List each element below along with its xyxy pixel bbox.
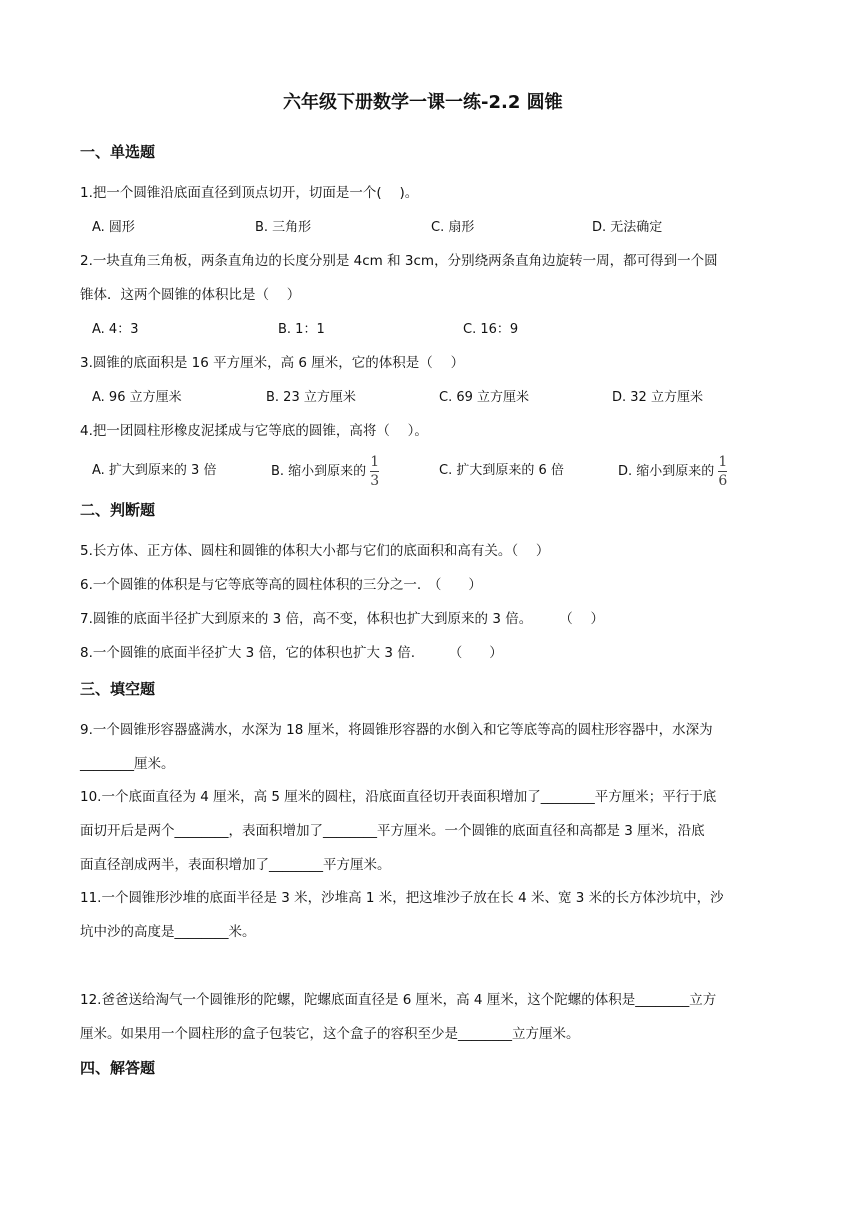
question-11-line-1: 11.一个圆锥形沙堆的底面半径是 3 米，沙堆高 1 米，把这堆沙子放在长 4 米、宽 3 米的长方体沙坑中，沙 xyxy=(80,890,724,906)
question-7-text: 7.圆锥的底面半径扩大到原来的 3 倍，高不变，体积也扩大到原来的 3 倍。 （ ） xyxy=(80,611,605,627)
question-4-text: 4.把一团圆柱形橡皮泥揉成与它等底的圆锥，高将（ ）。 xyxy=(80,423,428,439)
q1-option-a: A. 圆形 xyxy=(92,220,135,235)
question-10-line-1: 10.一个底面直径为 4 厘米，高 5 厘米的圆柱，沿底面直径切开表面积增加了________平方厘米；平行于底 xyxy=(80,789,717,805)
fraction-denominator: 3 xyxy=(370,473,380,489)
question-11-line-2: 坑中沙的高度是________米。 xyxy=(80,924,256,940)
q4-option-a: A. 扩大到原来的 3 倍 xyxy=(92,463,217,478)
question-2-line-1: 2.一块直角三角板，两条直角边的长度分别是 4cm 和 3cm，分别绕两条直角边旋转一周，都可得到一个圆 xyxy=(80,253,718,269)
section-heading-single-choice: 一、单选题 xyxy=(80,143,156,161)
question-3-text: 3.圆锥的底面积是 16 平方厘米，高 6 厘米，它的体积是（ ） xyxy=(80,355,465,371)
section-heading-fill-blank: 三、填空题 xyxy=(80,680,156,698)
question-1-text: 1.把一个圆锥沿底面直径到顶点切开，切面是一个( )。 xyxy=(80,185,419,201)
q4-option-c: C. 扩大到原来的 6 倍 xyxy=(439,463,564,478)
question-5-text: 5.长方体、正方体、圆柱和圆锥的体积大小都与它们的底面积和高有关。（ ） xyxy=(80,543,550,559)
page-title: 六年级下册数学一课一练-2.2 圆锥 xyxy=(283,92,563,113)
q3-option-c: C. 69 立方厘米 xyxy=(439,390,530,405)
q3-option-b: B. 23 立方厘米 xyxy=(266,390,356,405)
question-12-line-1: 12.爸爸送给淘气一个圆锥形的陀螺，陀螺底面直径是 6 厘米，高 4 厘米，这个陀螺的体积是________立方 xyxy=(80,992,717,1008)
q2-option-b: B. 1：1 xyxy=(278,322,325,337)
q4-option-b-label: B. 缩小到原来的 xyxy=(271,464,367,479)
q1-option-c: C. 扇形 xyxy=(431,220,475,235)
q4-option-d-label: D. 缩小到原来的 xyxy=(618,464,715,479)
fraction-numerator: 1 xyxy=(370,454,380,470)
question-9-line-2: ________厘米。 xyxy=(80,756,175,772)
question-10-line-3: 面直径剖成两半，表面积增加了________平方厘米。 xyxy=(80,857,391,873)
fraction-bar xyxy=(370,471,379,472)
fraction-one-third xyxy=(370,455,379,488)
q1-option-b: B. 三角形 xyxy=(255,220,312,235)
question-9-line-1: 9.一个圆锥形容器盛满水，水深为 18 厘米，将圆锥形容器的水倒入和它等底等高的圆柱形容器中，水深为 xyxy=(80,722,713,738)
question-12-line-2: 厘米。如果用一个圆柱形的盒子包装它，这个盒子的容积至少是________立方厘米。 xyxy=(80,1026,580,1042)
section-heading-true-false: 二、判断题 xyxy=(80,501,156,519)
fraction-bar xyxy=(718,471,727,472)
q2-option-c: C. 16：9 xyxy=(463,322,519,337)
q1-option-d: D. 无法确定 xyxy=(592,220,663,235)
fraction-one-sixth xyxy=(718,455,727,488)
question-10-line-2: 面切开后是两个________，表面积增加了________平方厘米。一个圆锥的底面直径和高都是 3 厘米，沿底 xyxy=(80,823,705,839)
question-2-line-2: 锥体．这两个圆锥的体积比是（ ） xyxy=(80,287,301,303)
fraction-numerator: 1 xyxy=(718,454,728,470)
q3-option-d: D. 32 立方厘米 xyxy=(612,390,703,405)
q2-option-a: A. 4：3 xyxy=(92,322,139,337)
q4-option-d xyxy=(618,455,727,488)
q3-option-a: A. 96 立方厘米 xyxy=(92,390,182,405)
q4-option-b xyxy=(271,455,379,488)
question-8-text: 8.一个圆锥的底面半径扩大 3 倍，它的体积也扩大 3 倍. （ ） xyxy=(80,645,503,661)
section-heading-answer: 四、解答题 xyxy=(80,1059,156,1077)
question-6-text: 6.一个圆锥的体积是与它等底等高的圆柱体积的三分之一. （ ） xyxy=(80,577,482,593)
fraction-denominator: 6 xyxy=(718,473,728,489)
